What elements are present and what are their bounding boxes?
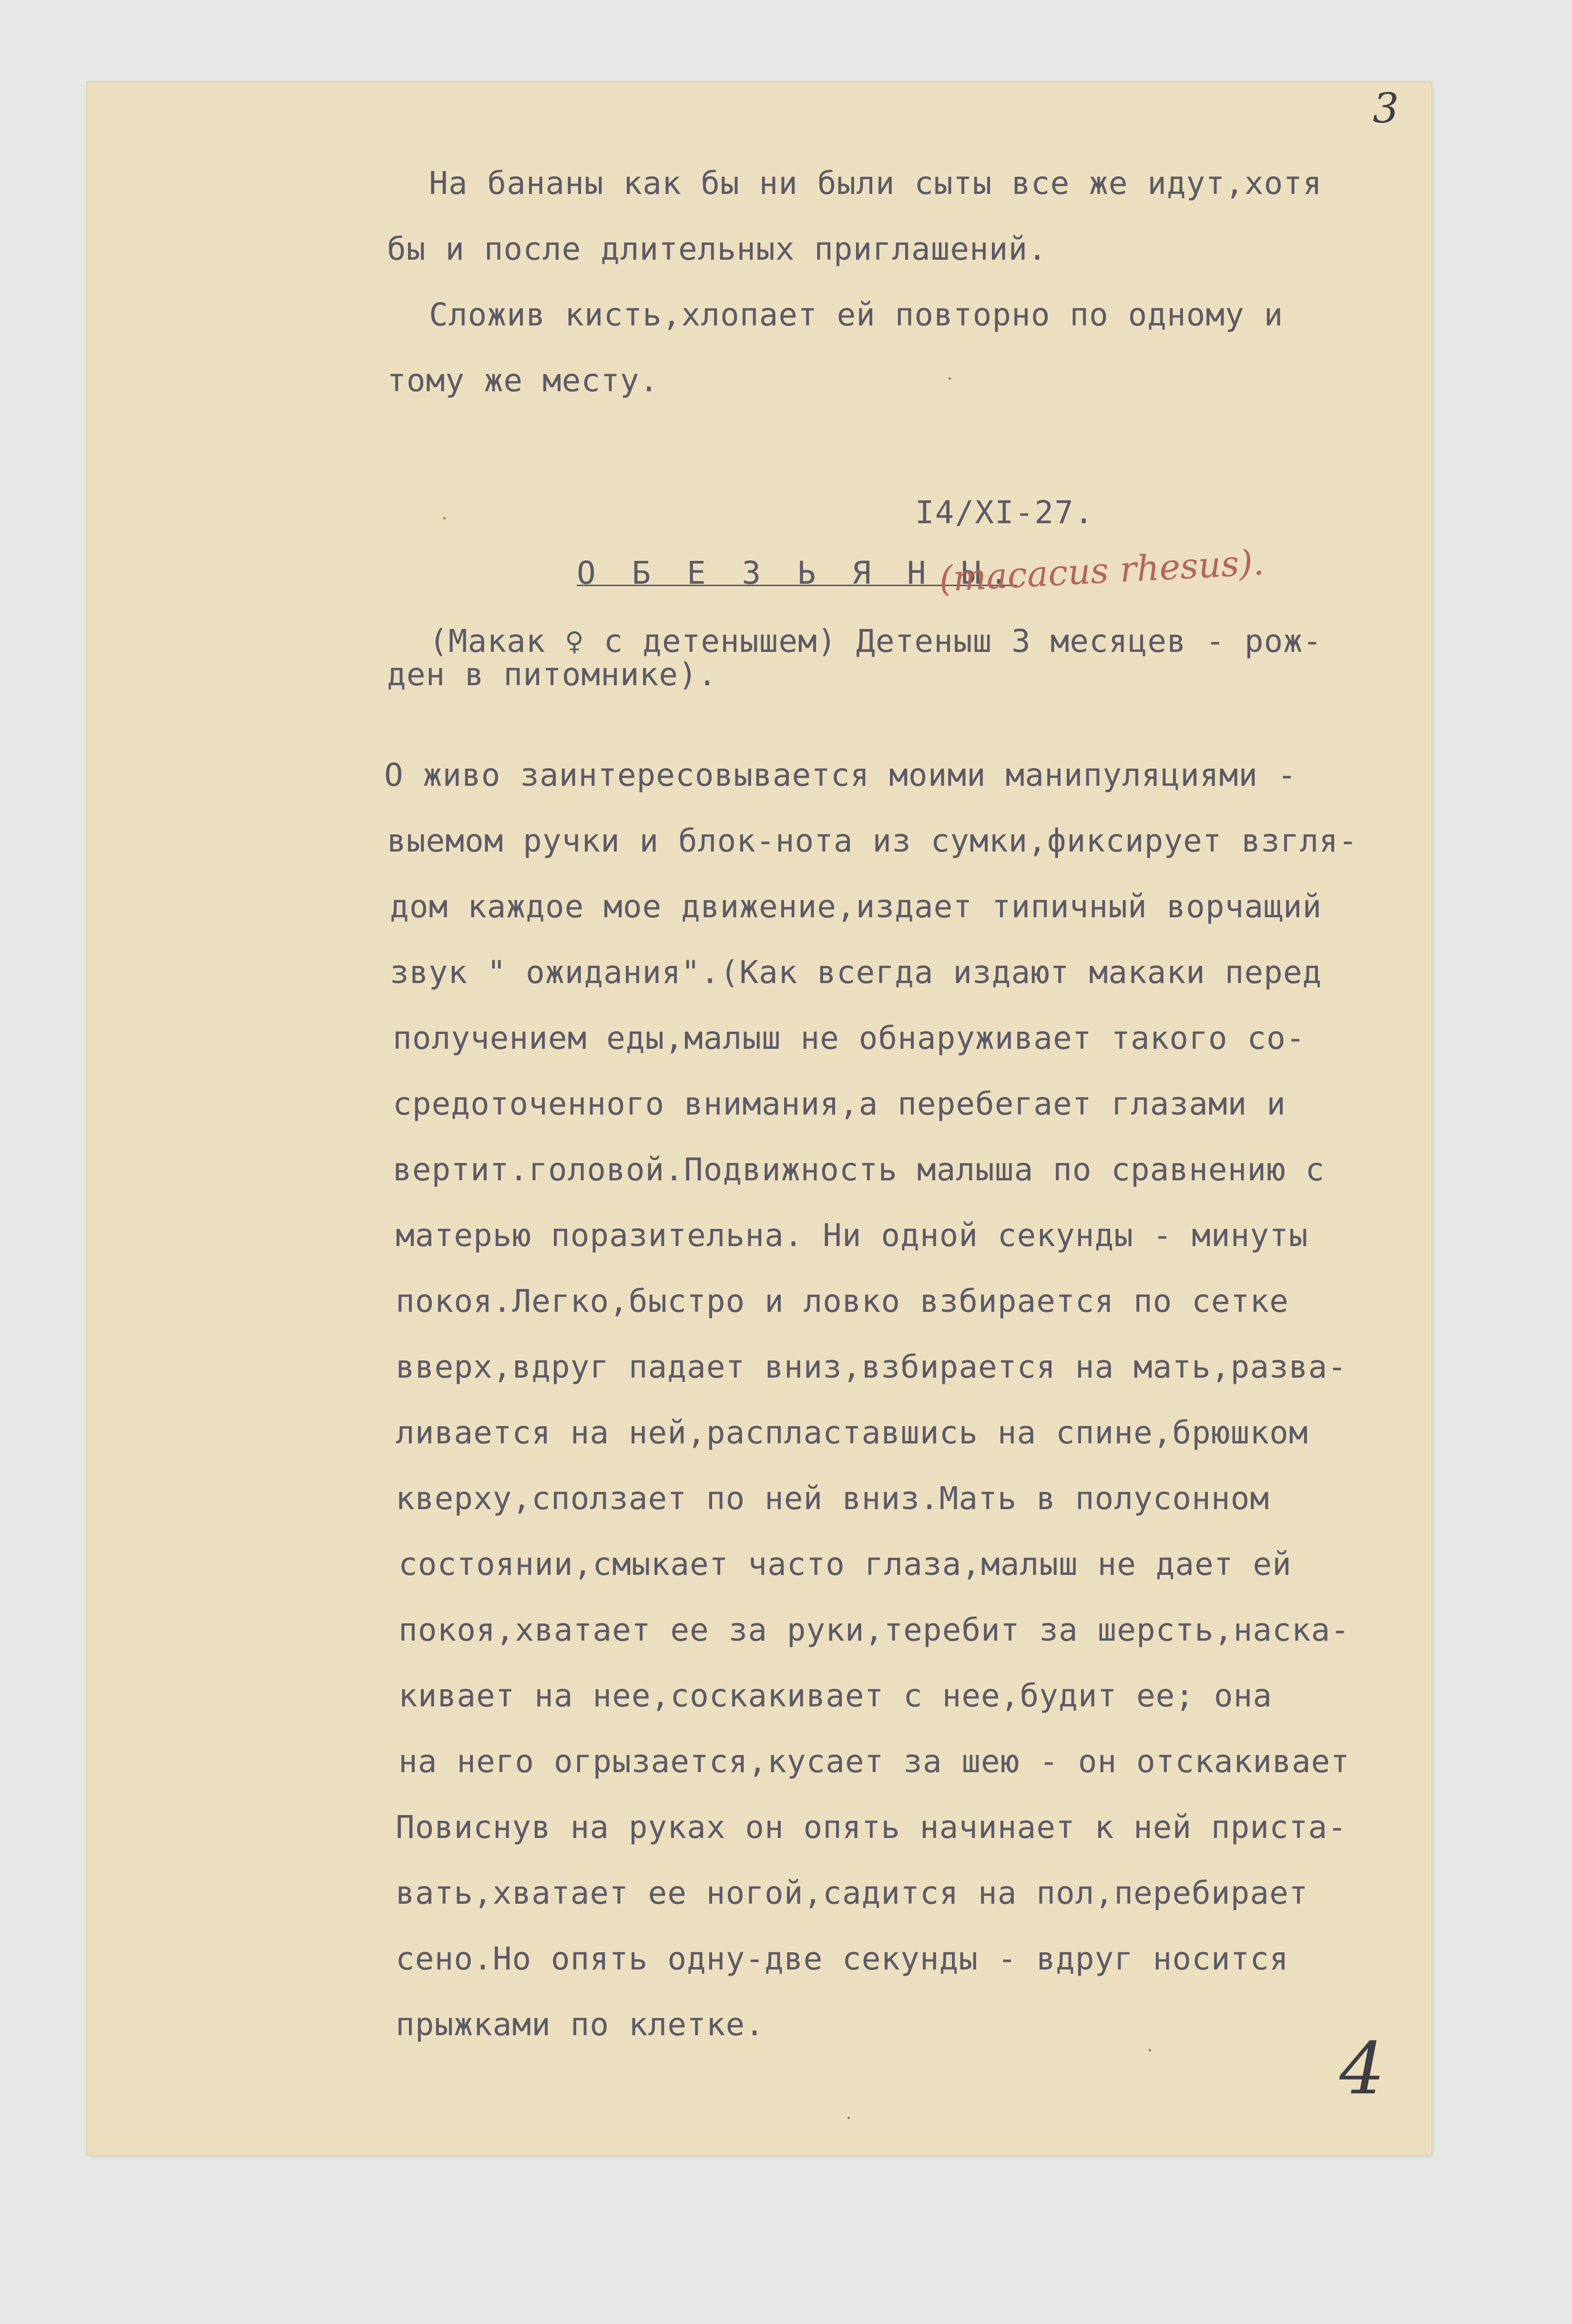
body-line: кивает на нее,соскакивает с нее,будит ее; она (398, 1677, 1273, 1714)
paragraph-line: бы и после длительных приглашений. (387, 231, 1048, 267)
body-line: О живо заинтересовывается моими манипуляциями - (384, 757, 1297, 793)
entry-title: О Б Е З Ь Я Н Ы. (577, 555, 1017, 591)
body-line: Повиснув на руках он опять начинает к ней приста- (396, 1809, 1347, 1846)
body-line: выемом ручки и блок-нота из сумки,фиксирует взгля- (387, 822, 1358, 859)
latin-note: (macacus rhesus). (938, 542, 1265, 600)
body-line: ливается на ней,распластавшись на спине,брюшком (396, 1414, 1308, 1451)
body-line: вверх,вдруг падает вниз,взбирается на мать,разва- (396, 1349, 1347, 1385)
body-line: звук " ожидания".(Как всегда издают макаки перед (390, 954, 1322, 991)
page-number-top: 3 (1373, 85, 1399, 132)
body-line: вертит.головой.Подвижность малыша по сравнению с (393, 1151, 1325, 1188)
body-line: получением еды,малыш не обнаруживает такого со- (393, 1020, 1306, 1056)
entry-date: I4/XI-27. (915, 494, 1094, 531)
body-line: покоя,хватает ее за руки,теребит за шерсть,наска- (398, 1612, 1350, 1648)
body-line: состоянии,смыкает часто глаза,малыш не дает ей (398, 1546, 1292, 1583)
paper-fleck (847, 2117, 850, 2119)
body-line: дом каждое мое движение,издает типичный ворчащий (390, 888, 1322, 925)
paragraph-line: тому же месту. (387, 362, 659, 399)
body-line: прыжками по клетке. (396, 2006, 765, 2043)
body-line: вать,хватает ее ногой,садится на пол,перебирает (396, 1875, 1308, 1911)
page-number-bottom: 4 (1339, 2028, 1385, 2111)
paragraph-line: На бананы как бы ни были сыты все же идут,хотя (429, 165, 1322, 202)
body-line: покоя.Легко,быстро и ловко взбирается по сетке (396, 1283, 1289, 1319)
paragraph-line: Сложив кисть,хлопает ей повторно по одному и (429, 296, 1284, 333)
paper-fleck (1149, 2049, 1151, 2051)
body-line: кверху,сползает по ней вниз.Мать в полусонном (396, 1480, 1270, 1517)
subtitle-line: (Макак ♀ с детенышем) Детеныш 3 месяцев - рож- (429, 623, 1322, 660)
paper-fleck (443, 517, 446, 519)
body-line: матерью поразительна. Ни одной секунды - минуты (396, 1217, 1308, 1254)
body-line: средоточенного внимания,а перебегает глазами и (393, 1086, 1286, 1122)
body-line: сено.Но опять одну-две секунды - вдруг носится (396, 1940, 1289, 1977)
subtitle-line: ден в питомнике). (387, 656, 717, 693)
paper-fleck (949, 377, 951, 380)
body-line: на него огрызается,кусает за шею - он отскакивает (398, 1743, 1350, 1780)
